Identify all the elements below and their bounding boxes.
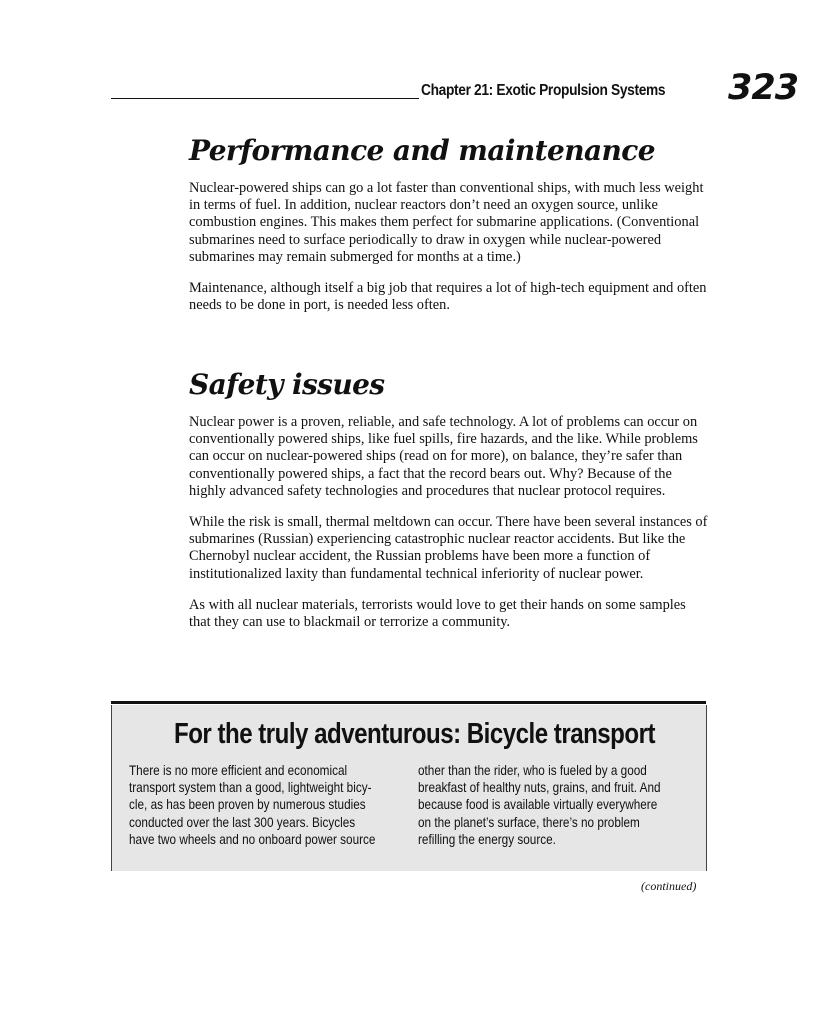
sidebar-line: breakfast of healthy nuts, grains, and fruit. And	[418, 779, 661, 796]
section-performance	[189, 134, 709, 314]
sidebar-line: conducted over the last 300 years. Bicycles	[129, 813, 356, 830]
sidebar-line: because food is available virtually everywhere	[418, 796, 658, 813]
section-heading: Performance and maintenance	[189, 134, 655, 167]
sidebar-line: transport system than a good, lightweight bicy-	[129, 779, 372, 796]
sidebar-column-right	[418, 762, 688, 848]
sidebar-title: For the truly adventurous: Bicycle transport	[174, 718, 655, 750]
paragraph: Nuclear-powered ships can go a lot faster than conventional ships, with much less weight in terms of fuel. In addition, nuclear reactors don’t need an oxygen source, unlike combustion engines. This makes them perfect for submarine applications. (Conventional submarines need to surface periodically to draw in oxygen while nuclear-powered submarines may remain submerged for months at a time.)	[189, 180, 704, 265]
header-rule	[111, 98, 419, 99]
running-header-chapter: Chapter 21: Exotic Propulsion Systems	[421, 82, 666, 99]
paragraph: Maintenance, although itself a big job that requires a lot of high-tech equipment and often needs to be done in port, is needed less often.	[189, 280, 707, 314]
sidebar-line: have two wheels and no onboard power source	[129, 830, 376, 847]
sidebar-line: There is no more efficient and economical	[129, 762, 348, 778]
sidebar-line: on the planet’s surface, there’s no problem	[418, 813, 640, 830]
sidebar-line: refilling the energy source.	[418, 830, 556, 847]
sidebar-line: other than the rider, who is fueled by a good	[418, 762, 647, 778]
sidebar-line: cle, as has been proven by numerous studies	[129, 796, 366, 813]
sidebar-column-left	[129, 762, 399, 848]
paragraph: As with all nuclear materials, terrorists would love to get their hands on some samples that they can use to blackmail or terrorize a community.	[189, 596, 686, 631]
paragraph: Nuclear power is a proven, reliable, and safe technology. A lot of problems can occur on conventionally powered ships, like fuel spills, fire hazards, and the like. While problems can occur on nuclear-powered ships (read on for more), on balance, they’re safer than conventionally powered ships, a fact that the record bears out. Why? Because of the highly advanced safety technologies and procedures that nuclear protocol requires.	[189, 414, 698, 499]
sidebar-top-rule	[111, 701, 706, 704]
page-number: 323	[728, 68, 799, 108]
continued-note: (continued)	[641, 879, 697, 893]
section-safety	[189, 368, 709, 631]
paragraph: While the risk is small, thermal meltdown can occur. There have been several instances of submarines (Russian) experiencing catastrophic nuclear reactor accidents. But like the Chernobyl nuclear accident, the Russian problems have been more a function of institutionalized laxity than fundamental technical inferiority of nuclear power.	[189, 514, 708, 582]
section-heading: Safety issues	[189, 368, 385, 401]
